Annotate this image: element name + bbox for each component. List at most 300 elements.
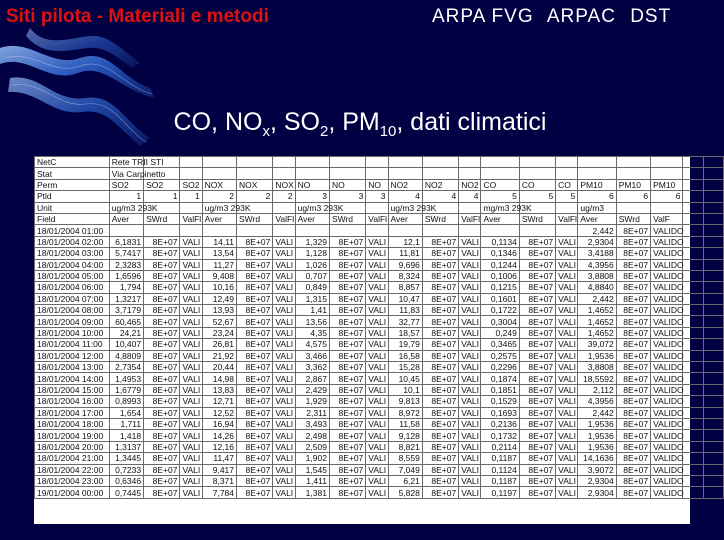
table-cell[interactable]: 1,9536	[578, 350, 616, 361]
table-cell[interactable]: 14,98	[202, 373, 236, 384]
table-cell[interactable]: 2	[273, 191, 295, 202]
table-cell[interactable]: NOX	[273, 179, 295, 190]
table-cell[interactable]: 0,2114	[481, 441, 519, 452]
table-cell[interactable]: 0,1187	[481, 475, 519, 486]
table-cell[interactable]: VALI	[273, 384, 295, 395]
table-cell[interactable]: VALI	[459, 282, 481, 293]
table-cell[interactable]: PM10	[616, 179, 650, 190]
table-cell[interactable]: 8E+07	[519, 305, 555, 316]
timestamp-cell[interactable]: 18/01/2004 10:00	[35, 327, 110, 338]
table-cell[interactable]: 20,44	[202, 362, 236, 373]
table-cell[interactable]: VALI	[459, 430, 481, 441]
table-cell[interactable]: 1	[109, 191, 143, 202]
table-cell[interactable]	[556, 168, 578, 179]
table-cell[interactable]: 8E+07	[422, 384, 458, 395]
table-cell[interactable]: VALI	[366, 293, 388, 304]
table-cell[interactable]: SO2	[109, 179, 143, 190]
timestamp-cell[interactable]: 18/01/2004 13:00	[35, 362, 110, 373]
table-cell[interactable]: 8E+07	[237, 407, 273, 418]
table-cell[interactable]	[703, 157, 723, 168]
table-cell[interactable]: VALI	[556, 282, 578, 293]
table-cell[interactable]: 0,1187	[481, 453, 519, 464]
table-cell[interactable]: 23,24	[202, 327, 236, 338]
table-cell[interactable]: 1,4652	[578, 305, 616, 316]
table-cell[interactable]: SWrd	[519, 213, 555, 224]
table-cell[interactable]	[273, 157, 295, 168]
table-cell[interactable]	[683, 407, 703, 418]
table-cell[interactable]: 8E+07	[422, 441, 458, 452]
table-cell[interactable]: 8E+07	[616, 362, 650, 373]
table-cell[interactable]	[703, 464, 723, 475]
table-cell[interactable]: VALI	[459, 350, 481, 361]
table-cell[interactable]	[703, 293, 723, 304]
table-cell[interactable]: 12,52	[202, 407, 236, 418]
table-cell[interactable]: NOX	[202, 179, 236, 190]
table-cell[interactable]: 0,1874	[481, 373, 519, 384]
table-cell[interactable]	[683, 373, 703, 384]
table-cell[interactable]: 8E+07	[422, 236, 458, 247]
table-cell[interactable]: Aver	[481, 213, 519, 224]
table-cell[interactable]: VALIDO	[651, 339, 683, 350]
table-cell[interactable]	[703, 475, 723, 486]
table-cell[interactable]: VALI	[556, 236, 578, 247]
table-cell[interactable]: 1,4953	[109, 373, 143, 384]
row-label-cell[interactable]: NetC	[35, 157, 110, 168]
table-cell[interactable]: 11,83	[388, 305, 422, 316]
table-cell[interactable]: VALI	[459, 293, 481, 304]
table-cell[interactable]: 8E+07	[422, 373, 458, 384]
table-cell[interactable]: ValFl	[459, 213, 481, 224]
table-cell[interactable]: NO	[295, 179, 329, 190]
table-cell[interactable]: 8E+07	[329, 373, 365, 384]
table-cell[interactable]	[180, 168, 202, 179]
table-cell[interactable]	[481, 157, 519, 168]
timestamp-cell[interactable]: 19/01/2004 00:00	[35, 487, 110, 498]
table-cell[interactable]: NO2	[388, 179, 422, 190]
table-cell[interactable]: 8E+07	[422, 316, 458, 327]
table-cell[interactable]	[329, 225, 365, 236]
table-cell[interactable]	[683, 236, 703, 247]
table-cell[interactable]: ValFl	[180, 213, 202, 224]
table-cell[interactable]: 8E+07	[144, 407, 180, 418]
table-cell[interactable]: VALI	[273, 282, 295, 293]
table-cell[interactable]: VALI	[273, 407, 295, 418]
table-cell[interactable]: 8E+07	[422, 407, 458, 418]
table-cell[interactable]: 8E+07	[237, 293, 273, 304]
table-cell[interactable]: 8E+07	[519, 475, 555, 486]
table-cell[interactable]: 8E+07	[616, 430, 650, 441]
table-cell[interactable]	[703, 373, 723, 384]
table-cell[interactable]	[329, 157, 365, 168]
table-cell[interactable]: 7,049	[388, 464, 422, 475]
table-cell[interactable]: 8E+07	[329, 259, 365, 270]
table-cell[interactable]: 8E+07	[616, 305, 650, 316]
table-cell[interactable]: 1,3445	[109, 453, 143, 464]
table-cell[interactable]: VALI	[180, 327, 202, 338]
table-cell[interactable]: VALI	[459, 418, 481, 429]
table-cell[interactable]: 0,1601	[481, 293, 519, 304]
table-cell[interactable]: 8E+07	[144, 418, 180, 429]
table-cell[interactable]: VALI	[273, 350, 295, 361]
table-cell[interactable]	[683, 259, 703, 270]
table-cell[interactable]: 8E+07	[329, 407, 365, 418]
table-cell[interactable]: 2	[202, 191, 236, 202]
table-cell[interactable]: 0,1215	[481, 282, 519, 293]
table-cell[interactable]: 24,21	[109, 327, 143, 338]
table-cell[interactable]: PM10	[578, 179, 616, 190]
table-cell[interactable]: Aver	[388, 213, 422, 224]
table-cell[interactable]: 2,3283	[109, 259, 143, 270]
table-cell[interactable]: 8E+07	[144, 282, 180, 293]
table-cell[interactable]: 8E+07	[519, 453, 555, 464]
table-cell[interactable]: 8E+07	[144, 236, 180, 247]
table-cell[interactable]: 8E+07	[329, 339, 365, 350]
table-cell[interactable]: 12,16	[202, 441, 236, 452]
table-cell[interactable]	[180, 202, 202, 213]
table-cell[interactable]: VALIDO	[651, 248, 683, 259]
table-cell[interactable]: 1,6596	[109, 270, 143, 281]
table-cell[interactable]: 7,784	[202, 487, 236, 498]
table-cell[interactable]: 0,1693	[481, 407, 519, 418]
table-cell[interactable]: 8E+07	[329, 487, 365, 498]
table-cell[interactable]: VALI	[180, 282, 202, 293]
table-cell[interactable]: 1,4652	[578, 316, 616, 327]
table-cell[interactable]: 8E+07	[422, 418, 458, 429]
table-cell[interactable]: VALI	[273, 362, 295, 373]
table-cell[interactable]: CO	[556, 179, 578, 190]
table-cell[interactable]	[703, 282, 723, 293]
table-cell[interactable]: VALI	[180, 248, 202, 259]
table-cell[interactable]	[366, 168, 388, 179]
table-cell[interactable]: VALI	[366, 236, 388, 247]
table-cell[interactable]: VALI	[273, 259, 295, 270]
table-cell[interactable]	[519, 157, 555, 168]
table-cell[interactable]	[703, 487, 723, 498]
table-cell[interactable]: 8E+07	[237, 475, 273, 486]
table-cell[interactable]	[366, 202, 388, 213]
table-cell[interactable]: VALI	[459, 407, 481, 418]
table-cell[interactable]: VALI	[556, 373, 578, 384]
table-cell[interactable]: 8E+07	[519, 316, 555, 327]
table-cell[interactable]	[616, 168, 650, 179]
timestamp-cell[interactable]: 18/01/2004 21:00	[35, 453, 110, 464]
table-cell[interactable]: VALIDO	[651, 464, 683, 475]
table-cell[interactable]: 8E+07	[519, 259, 555, 270]
table-cell[interactable]: 10,1	[388, 384, 422, 395]
table-cell[interactable]: 8E+07	[329, 464, 365, 475]
table-cell[interactable]: VALI	[459, 362, 481, 373]
table-cell[interactable]: VALI	[180, 453, 202, 464]
table-cell[interactable]: 0,1197	[481, 487, 519, 498]
table-cell[interactable]: VALIDO	[651, 305, 683, 316]
table-cell[interactable]: 2,442	[578, 407, 616, 418]
table-cell[interactable]	[556, 225, 578, 236]
table-cell[interactable]: 8E+07	[144, 248, 180, 259]
table-cell[interactable]: 52,67	[202, 316, 236, 327]
table-cell[interactable]: VALI	[180, 362, 202, 373]
table-cell[interactable]	[703, 327, 723, 338]
table-cell[interactable]: 8,371	[202, 475, 236, 486]
table-cell[interactable]: 8E+07	[616, 487, 650, 498]
table-cell[interactable]	[683, 384, 703, 395]
table-cell[interactable]: 6	[578, 191, 616, 202]
table-cell[interactable]: VALI	[273, 464, 295, 475]
table-cell[interactable]	[683, 248, 703, 259]
table-cell[interactable]: 8E+07	[329, 305, 365, 316]
table-cell[interactable]: Via Carpinetto	[109, 168, 143, 179]
table-cell[interactable]: 8E+07	[144, 396, 180, 407]
table-cell[interactable]: 2,9304	[578, 487, 616, 498]
table-cell[interactable]: VALIDO	[651, 396, 683, 407]
table-cell[interactable]	[683, 179, 703, 190]
table-cell[interactable]: 8E+07	[329, 293, 365, 304]
table-cell[interactable]: 8E+07	[237, 259, 273, 270]
table-cell[interactable]	[651, 202, 683, 213]
table-cell[interactable]: NO	[366, 179, 388, 190]
row-label-cell[interactable]: Unit	[35, 202, 110, 213]
table-cell[interactable]: 8E+07	[616, 350, 650, 361]
table-cell[interactable]: 8E+07	[616, 225, 650, 236]
table-cell[interactable]: VALI	[556, 384, 578, 395]
table-cell[interactable]: 10,407	[109, 339, 143, 350]
table-cell[interactable]: VALI	[556, 475, 578, 486]
table-cell[interactable]: 2	[237, 191, 273, 202]
table-cell[interactable]: NO	[329, 179, 365, 190]
table-cell[interactable]: 13,93	[202, 305, 236, 316]
table-cell[interactable]: 8E+07	[616, 453, 650, 464]
table-cell[interactable]: VALI	[180, 487, 202, 498]
table-cell[interactable]: VALI	[556, 430, 578, 441]
table-cell[interactable]: 11,27	[202, 259, 236, 270]
table-cell[interactable]: VALI	[459, 373, 481, 384]
table-cell[interactable]: 16,94	[202, 418, 236, 429]
table-cell[interactable]: 8E+07	[237, 396, 273, 407]
table-cell[interactable]: 8E+07	[519, 327, 555, 338]
table-cell[interactable]: 2,311	[295, 407, 329, 418]
table-cell[interactable]: 0,1722	[481, 305, 519, 316]
table-cell[interactable]: 3	[366, 191, 388, 202]
table-cell[interactable]	[703, 168, 723, 179]
timestamp-cell[interactable]: 18/01/2004 07:00	[35, 293, 110, 304]
table-cell[interactable]: 8E+07	[237, 418, 273, 429]
table-cell[interactable]	[295, 225, 329, 236]
table-cell[interactable]: 8E+07	[144, 441, 180, 452]
row-label-cell[interactable]: Field	[35, 213, 110, 224]
table-cell[interactable]: VALI	[180, 396, 202, 407]
table-cell[interactable]	[388, 157, 422, 168]
table-cell[interactable]: 12,49	[202, 293, 236, 304]
table-cell[interactable]: VALI	[273, 327, 295, 338]
timestamp-cell[interactable]: 18/01/2004 20:00	[35, 441, 110, 452]
table-cell[interactable]: 1,128	[295, 248, 329, 259]
table-cell[interactable]	[703, 407, 723, 418]
timestamp-cell[interactable]: 18/01/2004 06:00	[35, 282, 110, 293]
table-cell[interactable]: 15,28	[388, 362, 422, 373]
table-cell[interactable]: 13,54	[202, 248, 236, 259]
table-cell[interactable]	[683, 191, 703, 202]
table-cell[interactable]: 9,417	[202, 464, 236, 475]
table-cell[interactable]: 8E+07	[616, 339, 650, 350]
table-cell[interactable]: 8E+07	[237, 327, 273, 338]
table-cell[interactable]: 0,2575	[481, 350, 519, 361]
table-cell[interactable]	[703, 441, 723, 452]
table-cell[interactable]: VALIDO	[651, 475, 683, 486]
table-cell[interactable]: 1	[144, 191, 180, 202]
table-cell[interactable]: VALI	[459, 305, 481, 316]
table-cell[interactable]	[422, 157, 458, 168]
table-cell[interactable]: VALI	[459, 396, 481, 407]
table-cell[interactable]: 14,26	[202, 430, 236, 441]
table-cell[interactable]: 13,56	[295, 316, 329, 327]
table-cell[interactable]	[366, 225, 388, 236]
timestamp-cell[interactable]: 18/01/2004 16:00	[35, 396, 110, 407]
table-cell[interactable]: VALI	[556, 259, 578, 270]
table-cell[interactable]: 8E+07	[616, 475, 650, 486]
table-cell[interactable]: 8E+07	[144, 305, 180, 316]
table-cell[interactable]: VALI	[366, 487, 388, 498]
table-cell[interactable]: VALIDO	[651, 407, 683, 418]
table-cell[interactable]	[703, 213, 723, 224]
table-cell[interactable]: VALI	[556, 248, 578, 259]
table-cell[interactable]: 60,465	[109, 316, 143, 327]
table-cell[interactable]: VALI	[556, 270, 578, 281]
table-cell[interactable]	[683, 316, 703, 327]
table-cell[interactable]: VALI	[459, 384, 481, 395]
table-cell[interactable]: 8E+07	[616, 373, 650, 384]
table-cell[interactable]: SWrd	[616, 213, 650, 224]
table-cell[interactable]	[329, 168, 365, 179]
table-cell[interactable]: NOX	[237, 179, 273, 190]
table-cell[interactable]: 1,929	[295, 396, 329, 407]
table-cell[interactable]	[481, 225, 519, 236]
table-cell[interactable]: 0,3465	[481, 339, 519, 350]
timestamp-cell[interactable]: 18/01/2004 03:00	[35, 248, 110, 259]
table-cell[interactable]: 0,849	[295, 282, 329, 293]
table-cell[interactable]: 8E+07	[616, 418, 650, 429]
table-cell[interactable]: 8E+07	[329, 441, 365, 452]
table-cell[interactable]: VALI	[180, 293, 202, 304]
table-cell[interactable]: Aver	[202, 213, 236, 224]
table-cell[interactable]: VALI	[366, 350, 388, 361]
table-cell[interactable]: VALI	[366, 362, 388, 373]
row-label-cell[interactable]: Perm	[35, 179, 110, 190]
table-cell[interactable]: 0,1851	[481, 384, 519, 395]
table-cell[interactable]: 5	[556, 191, 578, 202]
table-cell[interactable]: 8E+07	[329, 270, 365, 281]
table-cell[interactable]: 8E+07	[422, 259, 458, 270]
table-cell[interactable]: 0,2136	[481, 418, 519, 429]
table-cell[interactable]	[683, 362, 703, 373]
table-cell[interactable]: 8E+07	[422, 327, 458, 338]
table-cell[interactable]: 2,429	[295, 384, 329, 395]
table-cell[interactable]: VALI	[366, 270, 388, 281]
table-cell[interactable]: 3,493	[295, 418, 329, 429]
table-cell[interactable]: 8E+07	[422, 339, 458, 350]
table-cell[interactable]: VALI	[366, 248, 388, 259]
table-cell[interactable]: 10,45	[388, 373, 422, 384]
timestamp-cell[interactable]: 18/01/2004 14:00	[35, 373, 110, 384]
table-cell[interactable]: VALIDO	[651, 453, 683, 464]
table-cell[interactable]	[651, 168, 683, 179]
table-cell[interactable]: VALI	[459, 270, 481, 281]
table-cell[interactable]	[683, 464, 703, 475]
table-cell[interactable]: 1,026	[295, 259, 329, 270]
table-cell[interactable]: VALI	[556, 316, 578, 327]
table-cell[interactable]: SWrd	[422, 213, 458, 224]
table-cell[interactable]: 8E+07	[144, 384, 180, 395]
table-cell[interactable]: VALI	[556, 464, 578, 475]
timestamp-cell[interactable]: 18/01/2004 15:00	[35, 384, 110, 395]
table-cell[interactable]	[703, 191, 723, 202]
table-cell[interactable]: 8E+07	[519, 350, 555, 361]
table-cell[interactable]: 1,315	[295, 293, 329, 304]
table-cell[interactable]: VALI	[180, 373, 202, 384]
table-cell[interactable]: 8E+07	[329, 453, 365, 464]
table-cell[interactable]: 8E+07	[422, 475, 458, 486]
table-cell[interactable]: 8E+07	[616, 316, 650, 327]
table-cell[interactable]: 3,4188	[578, 248, 616, 259]
table-cell[interactable]: VALI	[366, 282, 388, 293]
table-cell[interactable]: 0,6346	[109, 475, 143, 486]
table-cell[interactable]: VALI	[459, 259, 481, 270]
table-cell[interactable]: VALIDO	[651, 441, 683, 452]
table-cell[interactable]: VALI	[459, 248, 481, 259]
table-cell[interactable]	[683, 327, 703, 338]
table-cell[interactable]: NO2	[459, 179, 481, 190]
table-cell[interactable]: 8,559	[388, 453, 422, 464]
table-cell[interactable]	[703, 270, 723, 281]
table-cell[interactable]: 8E+07	[144, 293, 180, 304]
table-cell[interactable]	[556, 202, 578, 213]
table-cell[interactable]: 8E+07	[616, 327, 650, 338]
table-cell[interactable]	[273, 225, 295, 236]
table-cell[interactable]: 8E+07	[616, 259, 650, 270]
table-cell[interactable]: VALI	[366, 259, 388, 270]
table-cell[interactable]: 2,7354	[109, 362, 143, 373]
table-cell[interactable]: 8,821	[388, 441, 422, 452]
table-cell[interactable]: VALI	[180, 430, 202, 441]
table-cell[interactable]: VALIDO	[651, 418, 683, 429]
table-cell[interactable]: VALI	[556, 350, 578, 361]
table-cell[interactable]	[703, 362, 723, 373]
table-cell[interactable]: 8E+07	[519, 384, 555, 395]
table-cell[interactable]: VALI	[180, 384, 202, 395]
table-cell[interactable]	[683, 396, 703, 407]
table-cell[interactable]: 5	[519, 191, 555, 202]
table-cell[interactable]: 8,324	[388, 270, 422, 281]
table-cell[interactable]	[109, 225, 143, 236]
table-cell[interactable]: VALI	[273, 270, 295, 281]
table-cell[interactable]: CO	[481, 179, 519, 190]
table-cell[interactable]: 8E+07	[144, 270, 180, 281]
table-cell[interactable]: VALI	[366, 418, 388, 429]
table-cell[interactable]: 8E+07	[144, 362, 180, 373]
table-cell[interactable]: VALIDO	[651, 316, 683, 327]
table-cell[interactable]: 0,1124	[481, 464, 519, 475]
table-cell[interactable]: ValFl	[366, 213, 388, 224]
table-cell[interactable]: VALI	[366, 384, 388, 395]
table-cell[interactable]: 3,7179	[109, 305, 143, 316]
table-cell[interactable]: VALI	[366, 407, 388, 418]
table-cell[interactable]: VALI	[366, 396, 388, 407]
table-cell[interactable]: 2,867	[295, 373, 329, 384]
table-cell[interactable]: 8E+07	[329, 282, 365, 293]
table-cell[interactable]: 1	[180, 191, 202, 202]
table-cell[interactable]: VALI	[273, 373, 295, 384]
table-cell[interactable]: VALI	[273, 441, 295, 452]
table-cell[interactable]: 1,794	[109, 282, 143, 293]
table-cell[interactable]: 0,1346	[481, 248, 519, 259]
